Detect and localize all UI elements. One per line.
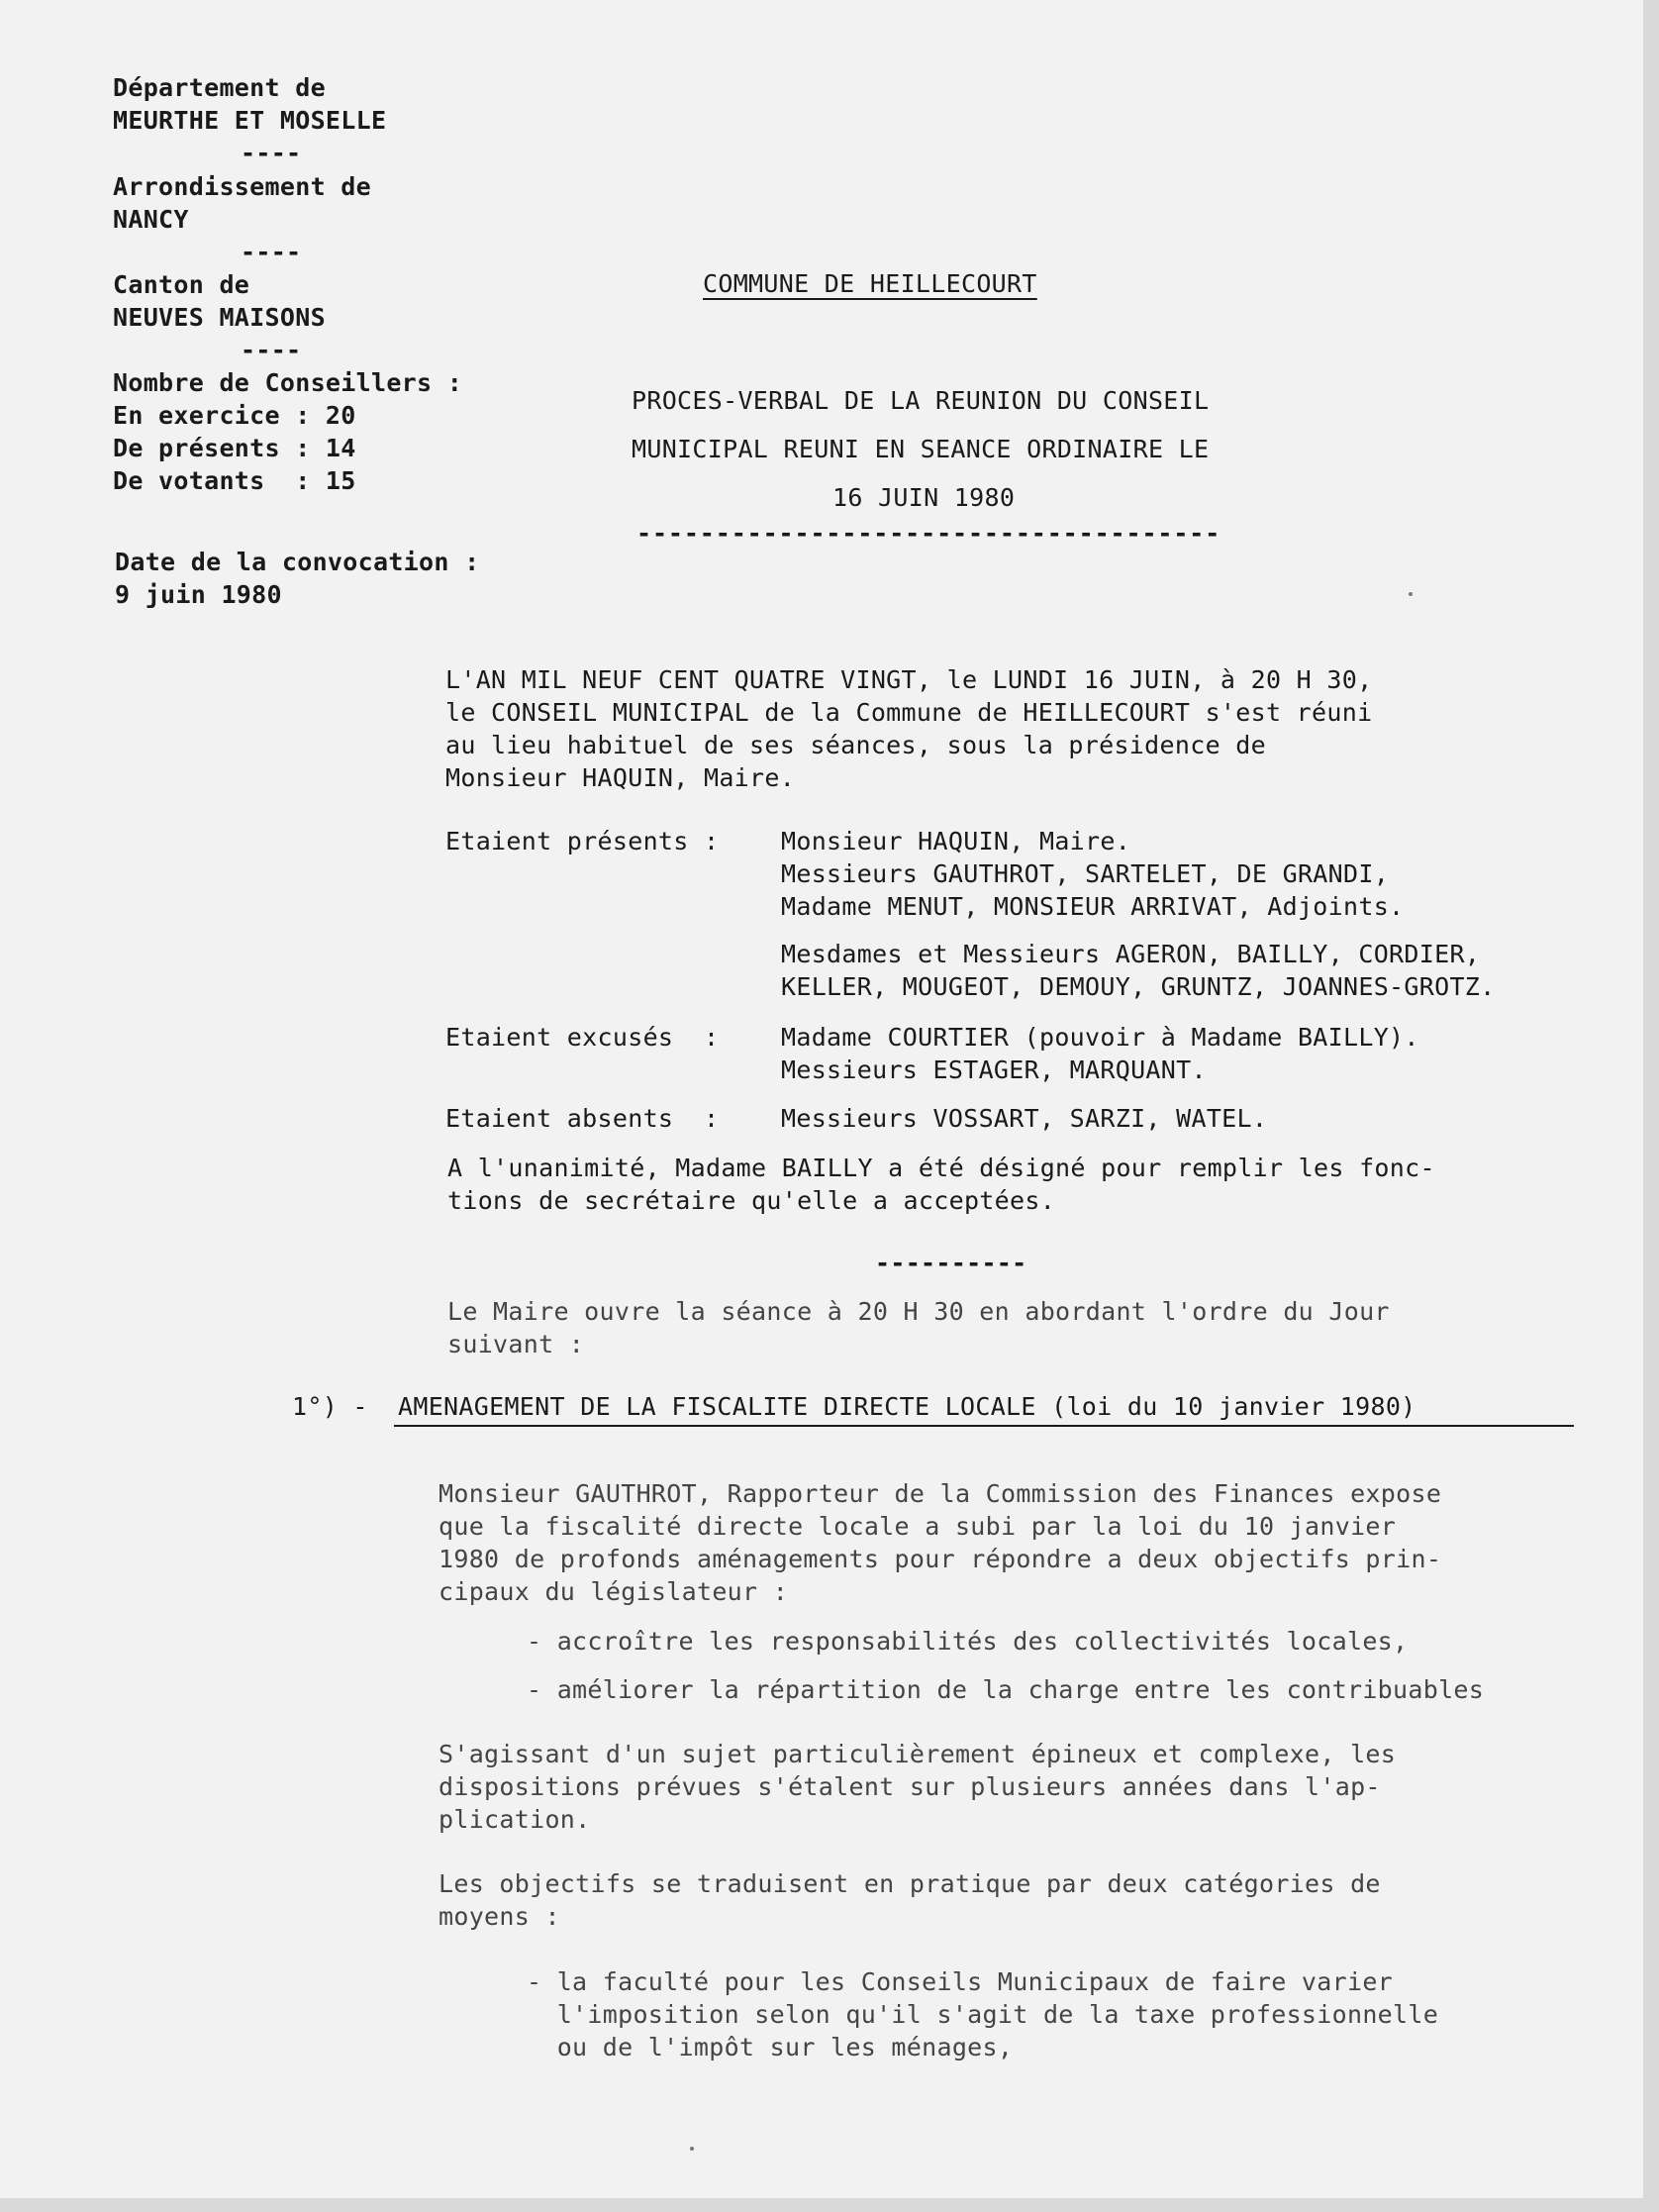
body-p1-line: cipaux du législateur : [439, 1577, 789, 1606]
convocation-date: 9 juin 1980 [115, 580, 282, 609]
commune-title: COMMUNE DE HEILLECOURT [703, 269, 1037, 298]
conseillers-exercice: En exercice : 20 [113, 401, 356, 430]
ouverture-line-1: Le Maire ouvre la séance à 20 H 30 en abordant l'ordre du Jour [447, 1297, 1390, 1326]
intro-line-3: au lieu habituel de ses séances, sous la présidence de [445, 731, 1266, 759]
convocation-label: Date de la convocation : [115, 548, 480, 576]
bullet-item: - accroître les responsabilités des collectivités locales, [527, 1627, 1409, 1656]
presents-line: Madame MENUT, MONSIEUR ARRIVAT, Adjoints. [781, 892, 1405, 921]
presents-label: Etaient présents : [445, 827, 720, 855]
excuses-label: Etaient excusés : [445, 1023, 720, 1052]
conseillers-votants: De votants : 15 [113, 466, 356, 495]
scan-speck [1409, 592, 1413, 596]
body-p1-line: que la fiscalité directe locale a subi par la loi du 10 janvier [439, 1512, 1397, 1541]
ouverture-line-2: suivant : [447, 1330, 585, 1358]
bullet-item: - la faculté pour les Conseils Municipaux de faire varier [527, 1967, 1394, 1996]
intro-line-2: le CONSEIL MUNICIPAL de la Commune de HEILLECOURT s'est réuni [445, 698, 1373, 727]
canton-value: NEUVES MAISONS [113, 303, 326, 332]
separator-dash: ---- [241, 336, 302, 364]
pv-title-date: 16 JUIN 1980 [832, 483, 1016, 512]
absents-label: Etaient absents : [445, 1104, 720, 1133]
presents-line: Messieurs GAUTHROT, SARTELET, DE GRANDI, [781, 859, 1390, 888]
secretaire-line-1: A l'unanimité, Madame BAILLY a été désigné pour remplir les fonc- [447, 1154, 1435, 1182]
absents-line: Messieurs VOSSART, SARZI, WATEL. [781, 1104, 1268, 1133]
pv-title-line-2: MUNICIPAL REUNI EN SEANCE ORDINAIRE LE [632, 435, 1210, 463]
separator-dash: ---- [241, 139, 302, 167]
arrondissement-value: NANCY [113, 205, 189, 234]
bullet-item: l'imposition selon qu'il s'agit de la taxe professionnelle [527, 2000, 1439, 2029]
presents-line: Mesdames et Messieurs AGERON, BAILLY, CORDIER, [781, 940, 1481, 968]
separator-dash: ---- [241, 238, 302, 266]
conseillers-presents: De présents : 14 [113, 434, 356, 462]
arrondissement-label: Arrondissement de [113, 172, 371, 201]
presents-line: KELLER, MOUGEOT, DEMOUY, GRUNTZ, JOANNES-GROTZ. [781, 972, 1496, 1001]
excuses-line: Messieurs ESTAGER, MARQUANT. [781, 1056, 1207, 1084]
presents-line: Monsieur HAQUIN, Maire. [781, 827, 1131, 855]
title-rule: ------------------------------------- [636, 519, 1221, 548]
body-p2-line: dispositions prévues s'étalent sur plusieurs années dans l'ap- [439, 1772, 1381, 1801]
point-number: 1°) - [292, 1392, 368, 1421]
section-separator: ---------- [875, 1249, 1027, 1277]
body-p2-line: plication. [439, 1805, 591, 1834]
canton-label: Canton de [113, 270, 250, 299]
intro-line-4: Monsieur HAQUIN, Maire. [445, 763, 796, 792]
point-title: AMENAGEMENT DE LA FISCALITE DIRECTE LOCALE (loi du 10 janvier 1980) [398, 1392, 1416, 1421]
body-p1-line: 1980 de profonds aménagements pour répondre a deux objectifs prin- [439, 1545, 1442, 1573]
body-p1-line: Monsieur GAUTHROT, Rapporteur de la Commission des Finances expose [439, 1479, 1442, 1508]
body-p3-line: Les objectifs se traduisent en pratique par deux catégories de [439, 1869, 1381, 1898]
bullet-item: ou de l'impôt sur les ménages, [527, 2033, 1014, 2061]
conseillers-label: Nombre de Conseillers : [113, 368, 463, 397]
point-title-underline [394, 1425, 1574, 1427]
bullet-item: - améliorer la répartition de la charge entre les contribuables [527, 1675, 1485, 1704]
departement-value: MEURTHE ET MOSELLE [113, 106, 387, 135]
body-p3-line: moyens : [439, 1902, 560, 1931]
departement-label: Département de [113, 73, 326, 102]
intro-line-1: L'AN MIL NEUF CENT QUATRE VINGT, le LUNDI 16 JUIN, à 20 H 30, [445, 665, 1373, 694]
body-p2-line: S'agissant d'un sujet particulièrement épineux et complexe, les [439, 1740, 1397, 1768]
secretaire-line-2: tions de secrétaire qu'elle a acceptées. [447, 1186, 1056, 1215]
pv-title-line-1: PROCES-VERBAL DE LA REUNION DU CONSEIL [632, 386, 1210, 415]
scan-speck [690, 2147, 694, 2151]
excuses-line: Madame COURTIER (pouvoir à Madame BAILLY). [781, 1023, 1419, 1052]
